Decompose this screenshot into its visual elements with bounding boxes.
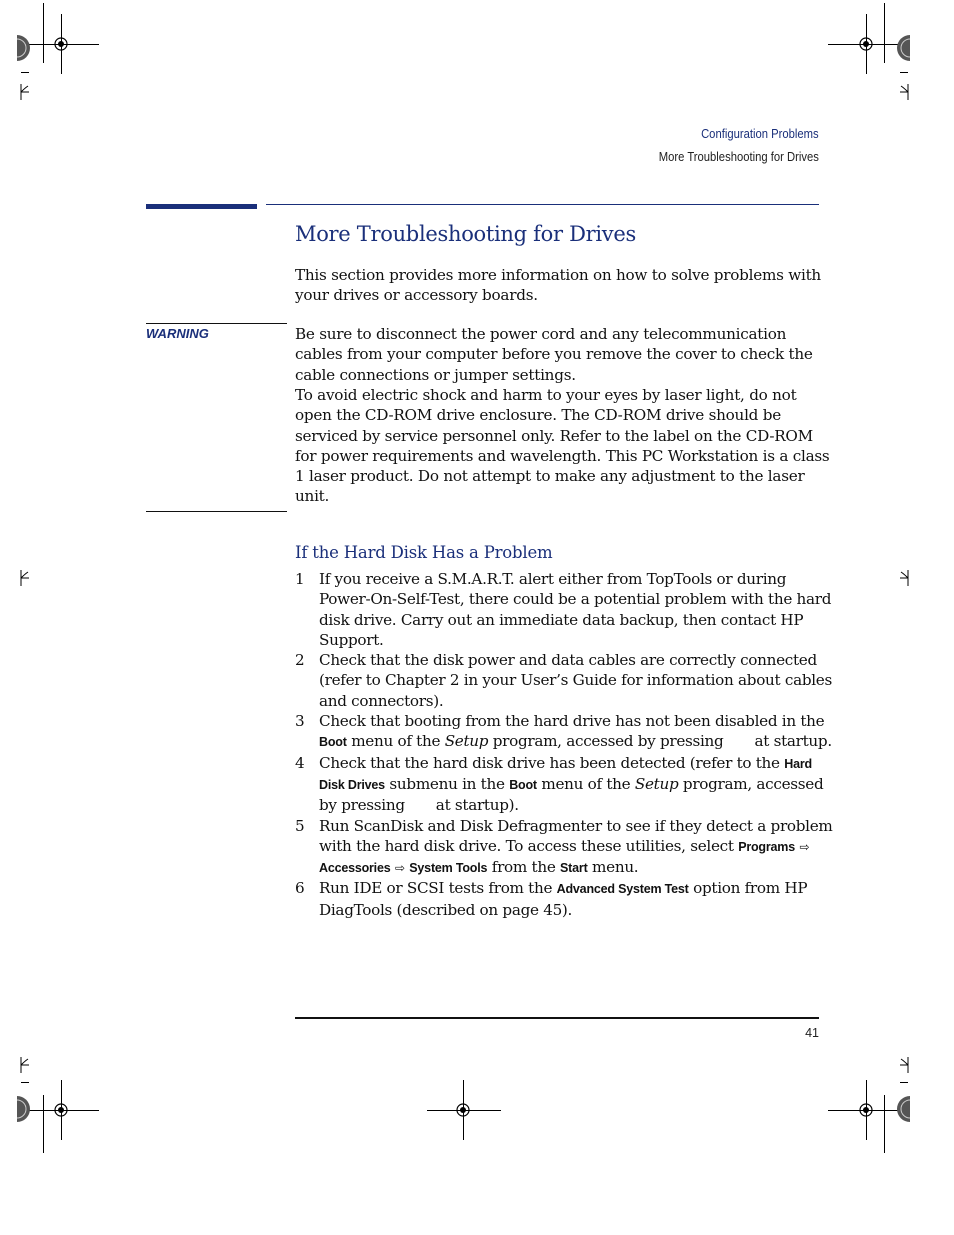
subsection-title: If the Hard Disk Has a Problem xyxy=(295,543,553,562)
section-rule xyxy=(266,204,819,205)
step-text: at startup. xyxy=(750,732,832,751)
list-item xyxy=(295,753,835,816)
menu-name-boot: Boot xyxy=(509,777,537,792)
page-title: More Troubleshooting for Drives xyxy=(295,222,636,246)
section-rule-accent xyxy=(146,204,257,209)
page-number: 41 xyxy=(805,1026,819,1040)
warning-label: WARNING xyxy=(146,326,209,341)
step-text: program, accessed by pressing xyxy=(319,774,824,815)
warning-paragraph-laser: To avoid electric shock and harm to your eyes by laser light, do not open the CD-ROM drive enclosure. The CD-ROM drive should be serviced by service personnel only. Refer to the label on the CD-ROM for power requirements and wavelength. This PC Workstation is a class 1 laser product. Do not attempt to make any adjustment to the laser unit. xyxy=(295,386,830,506)
color-wheel-icon xyxy=(896,1096,910,1122)
step-number: 6 xyxy=(295,879,305,898)
program-name-setup: Setup xyxy=(444,732,489,751)
step-text: from the xyxy=(487,858,561,877)
running-header-chapter: Configuration Problems xyxy=(701,127,819,141)
list-item xyxy=(295,569,835,650)
warning-rule-top xyxy=(146,323,287,324)
step-text: program, accessed by pressing xyxy=(488,732,728,751)
program-name-setup: Setup xyxy=(634,774,679,793)
fold-mark-icon xyxy=(898,570,910,586)
step-text: at startup). xyxy=(431,796,519,815)
list-item xyxy=(295,711,835,753)
menu-name-programs: Programs xyxy=(738,839,795,854)
registration-mark-icon xyxy=(53,36,69,52)
menu-arrow-icon: ⇨ xyxy=(395,861,405,876)
running-header-section: More Troubleshooting for Drives xyxy=(658,150,819,164)
step-number: 5 xyxy=(295,816,305,835)
footer-rule xyxy=(295,1017,819,1019)
menu-name-accessories: Accessories xyxy=(319,861,391,876)
menu-name-hard-disk-drives: Hard Disk Drives xyxy=(319,756,812,792)
list-item xyxy=(295,650,835,711)
registration-mark-icon xyxy=(858,36,874,52)
list-item xyxy=(295,878,835,920)
intro-paragraph: This section provides more information on how to solve problems with your drives or accessory boards. xyxy=(295,266,821,305)
list-item xyxy=(295,816,835,879)
fold-mark-icon xyxy=(19,570,31,586)
step-text: Run ScanDisk and Disk Defragmenter to see if they detect a problem with the hard disk drive. To access these utilities, select xyxy=(319,816,833,855)
registration-mark-icon xyxy=(455,1102,471,1118)
step-text: menu. xyxy=(587,858,639,877)
fold-mark-icon xyxy=(898,1057,910,1073)
registration-mark-icon xyxy=(858,1102,874,1118)
color-wheel-icon xyxy=(17,35,31,61)
menu-name-start: Start xyxy=(560,861,588,876)
menu-arrow-icon: ⇨ xyxy=(799,839,810,854)
step-text: Check that the hard disk drive has been detected (refer to the xyxy=(319,753,785,772)
step-text: Check that booting from the hard drive has not been disabled in the xyxy=(319,712,825,731)
menu-name-system-tools: System Tools xyxy=(409,861,488,876)
step-number: 4 xyxy=(295,753,305,772)
step-text: Run IDE or SCSI tests from the xyxy=(319,879,557,898)
option-name-advanced-system-test: Advanced System Test xyxy=(556,882,689,897)
fold-mark-icon xyxy=(898,84,910,100)
color-wheel-icon xyxy=(896,35,910,61)
step-number: 3 xyxy=(295,712,305,731)
step-number: 2 xyxy=(295,651,305,670)
warning-paragraph-power: Be sure to disconnect the power cord and any telecommunication cables from your computer before you remove the cover to check the cable connections or jumper settings. xyxy=(295,325,813,384)
step-text: option from HP DiagTools (described on page 45). xyxy=(319,879,808,919)
step-text: Check that the disk power and data cables are correctly connected (refer to Chapter 2 in your User’s Guide for information about cables and connectors). xyxy=(319,651,832,710)
troubleshooting-steps xyxy=(295,569,835,920)
menu-name-boot: Boot xyxy=(319,735,347,750)
step-text: If you receive a S.M.A.R.T. alert either from TopTools or during Power-On-Self-Test, there could be a potential problem with the hard disk drive. Carry out an immediate data backup, then contact HP Support. xyxy=(319,570,832,649)
step-text: menu of the xyxy=(346,732,445,751)
fold-mark-icon xyxy=(19,84,31,100)
step-text: submenu in the xyxy=(384,774,510,793)
color-wheel-icon xyxy=(17,1096,31,1122)
warning-rule-bottom xyxy=(146,511,287,512)
step-text: menu of the xyxy=(536,774,635,793)
registration-mark-icon xyxy=(53,1102,69,1118)
fold-mark-icon xyxy=(19,1057,31,1073)
step-number: 1 xyxy=(295,570,305,588)
